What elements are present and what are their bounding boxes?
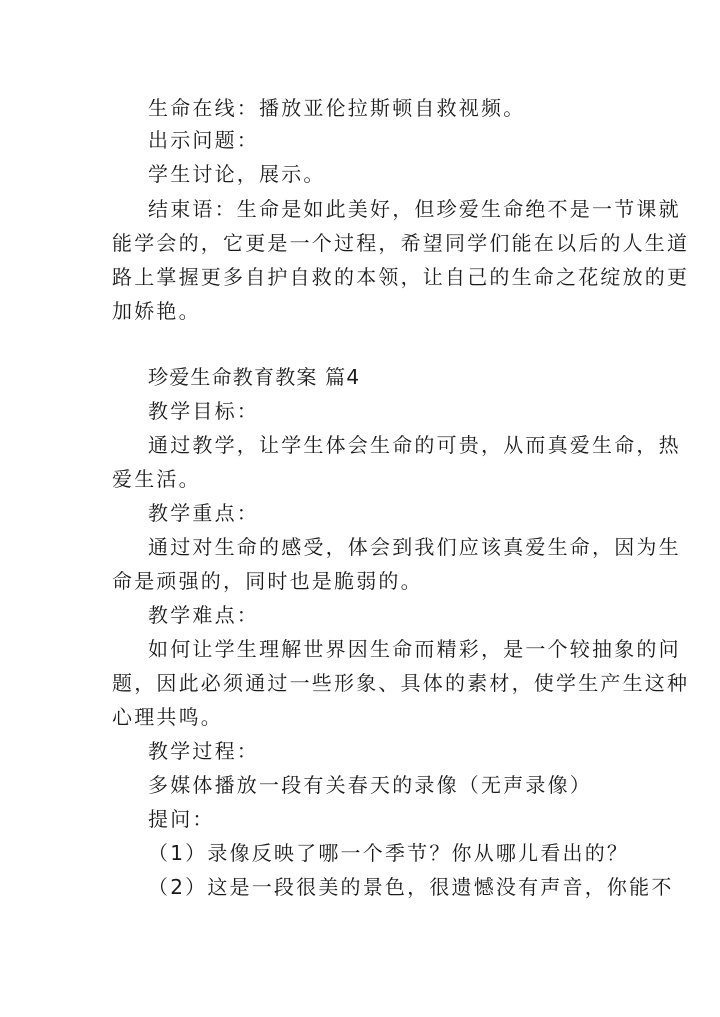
conclusion-line-1: 结束语：生命是如此美好，但珍爱生命绝不是一节课就 — [148, 197, 681, 221]
section-title: 珍爱生命教育教案 篇4 — [148, 365, 361, 389]
difficulty-heading: 教学难点： — [148, 603, 259, 627]
difficulty-text-line-3: 心理共鸣。 — [112, 705, 223, 729]
question-1: （1）录像反映了哪一个季节？你从哪儿看出的？ — [148, 841, 630, 865]
process-heading: 教学过程： — [148, 739, 259, 763]
paragraph-video-line: 生命在线：播放亚伦拉斯顿自救视频。 — [148, 96, 526, 120]
focus-text-line-1: 通过对生命的感受，体会到我们应该真爱生命，因为生 — [148, 535, 681, 559]
conclusion-line-4: 加娇艳。 — [112, 299, 201, 323]
goals-heading: 教学目标： — [148, 399, 259, 423]
difficulty-text-line-2: 题，因此必须通过一些形象、具体的素材，使学生产生这种 — [112, 671, 690, 695]
paragraph-question-heading: 出示问题： — [148, 128, 259, 152]
question-heading: 提问： — [148, 807, 215, 831]
focus-heading: 教学重点： — [148, 501, 259, 525]
goals-text-line-2: 爱生活。 — [112, 467, 201, 491]
process-line: 多媒体播放一段有关春天的录像（无声录像） — [148, 773, 592, 797]
paragraph-discussion-line: 学生讨论，展示。 — [148, 162, 326, 186]
conclusion-line-3: 路上掌握更多自护自救的本领，让自己的生命之花绽放的更 — [112, 265, 690, 289]
focus-text-line-2: 命是顽强的，同时也是脆弱的。 — [112, 569, 423, 593]
goals-text-line-1: 通过教学，让学生体会生命的可贵，从而真爱生命，热 — [148, 433, 681, 457]
conclusion-line-2: 能学会的，它更是一个过程，希望同学们能在以后的人生道 — [112, 231, 690, 255]
question-2: （2）这是一段很美的景色，很遗憾没有声音，你能不 — [148, 875, 674, 899]
difficulty-text-line-1: 如何让学生理解世界因生命而精彩，是一个较抽象的问 — [148, 637, 681, 661]
